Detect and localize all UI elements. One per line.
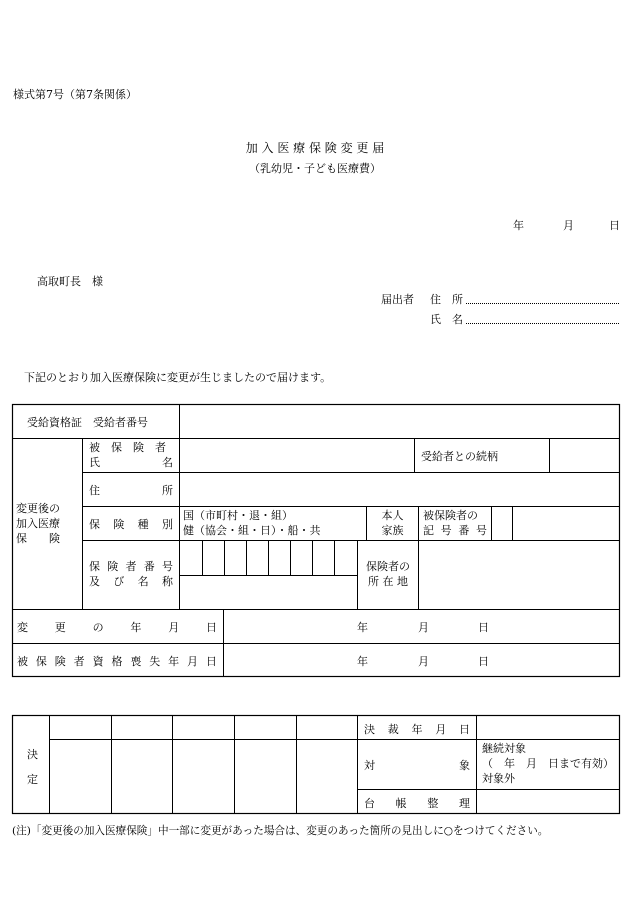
- address-row-field[interactable]: [181, 474, 618, 505]
- section-label-line-1: 変更後の: [16, 502, 60, 515]
- loss-date-day[interactable]: 日: [478, 655, 489, 668]
- insurer-number-label-2: [89, 574, 173, 589]
- insurer-number-label-1: [89, 559, 173, 574]
- insurance-type-label-b: 険: [113, 518, 125, 531]
- insured-name-label: [89, 440, 173, 470]
- loss-date-char-2: 保: [35, 655, 47, 668]
- ledger-char-4: 理: [458, 797, 470, 810]
- ledger-field[interactable]: [478, 791, 618, 812]
- insurer-address-label-2: 所 在 地: [368, 575, 408, 588]
- loss-date-char-3: 険: [54, 655, 66, 668]
- name-label: 氏 名: [430, 313, 463, 326]
- ledger-char-2: 帳: [395, 797, 407, 810]
- decision-label-1: 決: [27, 748, 38, 761]
- loss-date-char-1: 被: [17, 655, 28, 668]
- insurer-number-char-3: 者: [125, 560, 137, 573]
- recipient-number-field[interactable]: [181, 406, 618, 437]
- document-title: 加 入 医 療 保 険 変 更 届: [245, 141, 385, 155]
- insurer-name-char-4: 称: [161, 575, 173, 588]
- loss-date-char-10: 月: [187, 655, 199, 668]
- date-day: 日: [609, 219, 620, 232]
- loss-date-label: [17, 653, 217, 669]
- decision-date-char-4: 月: [435, 723, 447, 736]
- insurance-type-label: [89, 516, 173, 532]
- insurance-type-options[interactable]: [183, 508, 321, 538]
- relationship-label: 受給者との続柄: [421, 450, 498, 463]
- decision-date-char-3: 年: [411, 723, 423, 736]
- ledger-char-1: 台: [364, 797, 375, 810]
- address-row-label-b: 所: [162, 484, 173, 497]
- date-year: 年: [513, 219, 524, 232]
- insurance-type-label-c: 種: [137, 518, 149, 531]
- insurer-name-char-2: び: [113, 575, 125, 588]
- loss-date-year[interactable]: 年: [357, 655, 368, 668]
- insured-symbol-label: [423, 508, 487, 538]
- insured-name-label-2a: 氏: [89, 456, 100, 469]
- insurer-number-char-4: 番: [143, 560, 155, 573]
- insured-name-label-2b: 名: [162, 456, 173, 469]
- decision-date-label: [364, 721, 470, 737]
- document-subtitle: （乳幼児・子ども医療費）: [249, 162, 381, 175]
- change-date-label: [17, 619, 217, 635]
- loss-date-char-11: 日: [205, 655, 217, 668]
- insured-symbol-label-2: [423, 523, 487, 538]
- section-label-new-insurance: [16, 501, 78, 546]
- loss-date-char-8: 失: [149, 655, 161, 668]
- insurer-name-field[interactable]: [181, 577, 356, 608]
- change-date-year[interactable]: 年: [357, 621, 368, 634]
- change-date-char-1: 変: [17, 621, 28, 634]
- insurer-number-char-5: 号: [162, 560, 173, 573]
- address-label: 住 所: [430, 293, 463, 306]
- address-row-label: [89, 482, 173, 498]
- ledger-char-3: 整: [427, 797, 439, 810]
- loss-date-char-4: 者: [73, 655, 85, 668]
- address-row-label-a: 住: [89, 484, 100, 497]
- insurer-number-label: [89, 559, 173, 589]
- change-date-char-3: の: [92, 621, 104, 634]
- insurance-type-label-d: 別: [161, 518, 173, 531]
- address-field[interactable]: [466, 303, 619, 304]
- change-date-char-6: 日: [205, 621, 217, 634]
- date-month: 月: [563, 219, 574, 232]
- insured-name-label-1: 被 保 険 者: [89, 441, 166, 454]
- insurer-address-label-1: 保険者の: [366, 560, 410, 573]
- target-option-excluded[interactable]: 対象外: [482, 772, 515, 785]
- relationship-field[interactable]: [551, 440, 618, 471]
- change-date-char-5: 月: [168, 621, 180, 634]
- decision-date-char-5: 日: [459, 723, 470, 736]
- insurance-type-option-2[interactable]: 健（協会・組・日）・船・共: [183, 524, 321, 537]
- target-option-continue[interactable]: 継続対象: [482, 742, 526, 755]
- target-options[interactable]: [482, 741, 614, 786]
- intro-text: 下記のとおり加入医療保険に変更が生じましたので届けます。: [24, 371, 332, 384]
- insurer-name-char-1: 及: [89, 575, 100, 588]
- self-option[interactable]: 本人: [381, 509, 404, 522]
- target-label: [364, 757, 470, 773]
- insurer-address-label: [358, 559, 418, 589]
- section-label-line-3: 保 険: [16, 532, 60, 545]
- form-number: 様式第7号（第7条関係）: [13, 88, 137, 101]
- insured-number-field[interactable]: [514, 508, 618, 539]
- section-label-line-2: 加入医療: [16, 517, 60, 530]
- insured-symbol-label-1: 被保険者の: [423, 509, 478, 522]
- change-date-char-4: 年: [130, 621, 142, 634]
- insurer-number-char-2: 険: [107, 560, 119, 573]
- target-label-b: 象: [459, 759, 470, 772]
- loss-date-char-7: 喪: [130, 655, 142, 668]
- family-option[interactable]: 家族: [381, 524, 404, 537]
- insurer-number-digit-boxes[interactable]: [181, 542, 356, 574]
- decision-date-char-2: 裁: [387, 723, 399, 736]
- loss-date-month[interactable]: 月: [418, 655, 429, 668]
- insured-symbol-char-4: 号: [475, 524, 487, 537]
- decision-label-2: 定: [27, 773, 38, 786]
- decision-date-char-1: 決: [364, 723, 375, 736]
- change-date-month[interactable]: 月: [418, 621, 429, 634]
- target-label-a: 対: [364, 759, 375, 772]
- name-field[interactable]: [466, 323, 619, 324]
- insured-symbol-field[interactable]: [493, 508, 511, 539]
- loss-date-char-5: 資: [92, 655, 104, 668]
- ledger-label: [364, 795, 470, 811]
- self-family-options[interactable]: [367, 508, 418, 538]
- loss-date-char-9: 年: [168, 655, 180, 668]
- footnote: (注)「変更後の加入医療保険」中一部に変更があった場合は、変更のあった箇所の見出しに○をつけてください。: [12, 825, 549, 837]
- recipient-number-label: 受給資格証 受給者番号: [27, 416, 148, 429]
- decision-date-field[interactable]: [478, 717, 618, 738]
- notifier-label: 届出者: [381, 293, 414, 306]
- loss-date-char-6: 格: [111, 655, 123, 668]
- insurer-number-char-1: 保: [89, 560, 100, 573]
- insured-name-label-2: [89, 455, 173, 470]
- change-date-day[interactable]: 日: [478, 621, 489, 634]
- insured-symbol-char-2: 号: [440, 524, 452, 537]
- insured-name-field[interactable]: [181, 440, 413, 471]
- insurance-type-option-1[interactable]: 国（市町村・退・組）: [183, 509, 293, 522]
- change-date-char-2: 更: [54, 621, 66, 634]
- insured-symbol-char-1: 記: [423, 524, 434, 537]
- insurer-address-field[interactable]: [420, 542, 618, 608]
- target-option-valid-until[interactable]: （ 年 月 日まで有効）: [482, 757, 614, 770]
- insured-symbol-char-3: 番: [458, 524, 470, 537]
- insurance-type-label-a: 保: [89, 518, 100, 531]
- insurer-name-char-3: 名: [137, 575, 149, 588]
- addressee: 高取町長 様: [37, 275, 103, 288]
